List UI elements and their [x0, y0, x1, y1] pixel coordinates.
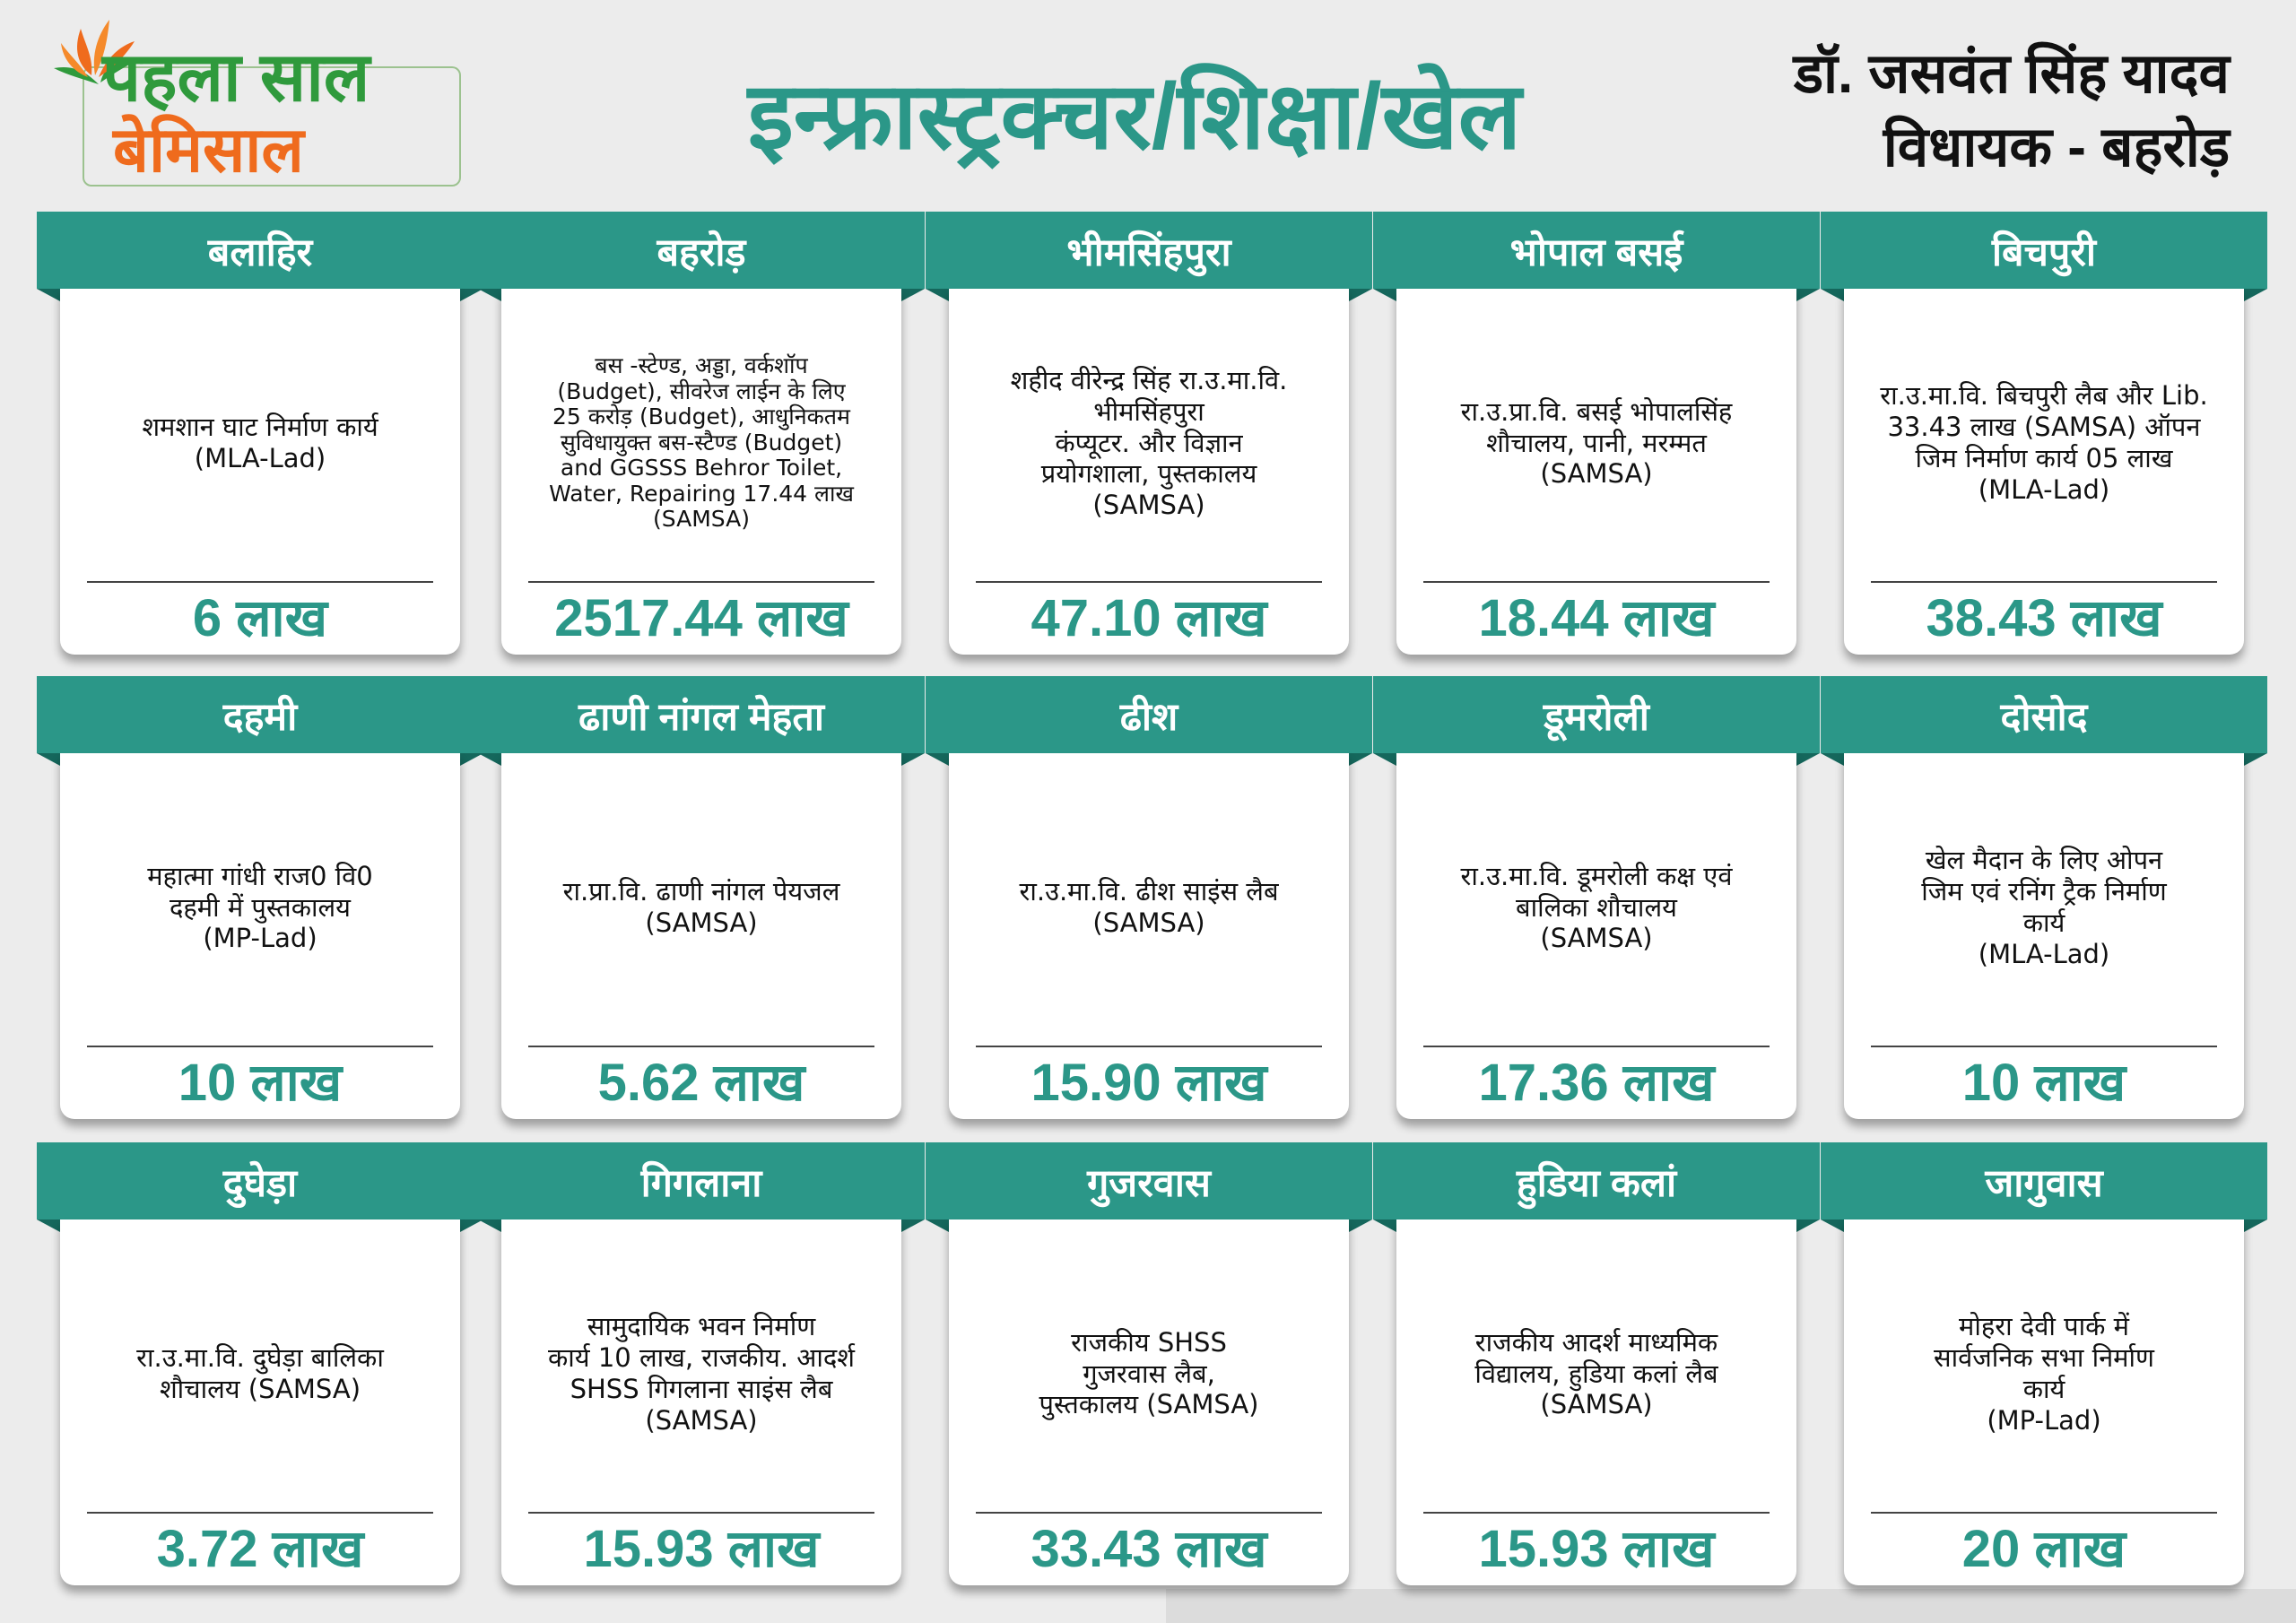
card-work: शमशान घाट निर्माण कार्य (MLA-Lad): [142, 412, 378, 473]
ribbon-fold-right: [2244, 1219, 2267, 1232]
card-work: राजकीय SHSS गुजरवास लैब, पुस्तकालय (SAMSA): [1039, 1326, 1259, 1420]
ribbon-fold-right: [1349, 753, 1372, 766]
card-work: मोहरा देवी पार्क में सार्वजनिक सभा निर्माण कार्य (MP-Lad): [1934, 1311, 2154, 1436]
mla-name: डॉ. जसवंत सिंह यादव: [1793, 43, 2230, 105]
card-amount: 3.72 लाख: [156, 1520, 364, 1578]
card-divider: [87, 1046, 433, 1047]
card-amount: 17.36 लाख: [1478, 1054, 1715, 1112]
project-card: [1373, 1142, 1820, 1585]
card-body: [60, 753, 460, 1119]
ribbon-fold-left: [926, 1219, 949, 1232]
mla-role: विधायक - बहरोड़: [1883, 117, 2230, 178]
card-village: डूमरोली: [1373, 676, 1820, 753]
ribbon-fold-left: [926, 753, 949, 766]
ribbon-fold-left: [1821, 289, 1844, 301]
card-body: [1396, 753, 1796, 1119]
card-body: [501, 1219, 901, 1585]
card-work: सामुदायिक भवन निर्माण कार्य 10 लाख, राजकीय. आदर्श SHSS गिगलाना साइंस लैब (SAMSA): [548, 1311, 855, 1436]
card-amount: 15.93 लाख: [1478, 1520, 1715, 1578]
ribbon-fold-left: [478, 1219, 501, 1232]
card-village: दहमी: [37, 676, 483, 753]
card-body: [60, 289, 460, 655]
ribbon-fold-right: [2244, 289, 2267, 301]
card-village: हुडिया कलां: [1373, 1142, 1820, 1219]
card-body: [60, 1219, 460, 1585]
card-divider: [976, 1512, 1322, 1514]
card-amount: 2517.44 लाख: [554, 589, 848, 647]
ribbon-fold-left: [1821, 753, 1844, 766]
card-work: राजकीय आदर्श माध्यमिक विद्यालय, हुडिया कलां लैब (SAMSA): [1474, 1326, 1718, 1420]
ribbon-fold-left: [478, 753, 501, 766]
project-card: [37, 1142, 483, 1585]
card-body: [1844, 1219, 2244, 1585]
card-body: [501, 289, 901, 655]
ribbon-fold-right: [1349, 1219, 1372, 1232]
card-village: बिचपुरी: [1821, 212, 2267, 289]
card-body: [949, 289, 1349, 655]
project-card: [926, 212, 1372, 655]
ribbon-fold-left: [1373, 289, 1396, 301]
card-divider: [1423, 1046, 1770, 1047]
card-divider: [1423, 1512, 1770, 1514]
card-amount: 38.43 लाख: [1926, 589, 2162, 647]
ribbon-fold-left: [37, 1219, 60, 1232]
card-village: ढीश: [926, 676, 1372, 753]
card-body: [1844, 753, 2244, 1119]
ribbon-fold-right: [1796, 1219, 1820, 1232]
card-amount: 33.43 लाख: [1031, 1520, 1267, 1578]
card-work: बस -स्टेण्ड, अड्डा, वर्कशॉप (Budget), सीवरेज लाईन के लिए 25 करोड़ (Budget), आधुनिकतम सुविधायुक्त बस-स्टैण्ड (Budget) and GGSSS Behror Toilet, Water, Repairing 17.44 लाख (SAMSA): [549, 352, 854, 533]
ribbon-fold-left: [1373, 753, 1396, 766]
card-body: [949, 1219, 1349, 1585]
card-village: जागुवास: [1821, 1142, 2267, 1219]
card-work: रा.उ.मा.वि. बिचपुरी लैब और Lib. 33.43 लाख (SAMSA) ऑपन जिम निर्माण कार्य 05 लाख (MLA-Lad): [1880, 380, 2208, 505]
card-work: रा.उ.प्रा.वि. बसई भोपालसिंह शौचालय, पानी, मरम्मत (SAMSA): [1460, 395, 1733, 490]
card-divider: [528, 1512, 874, 1514]
page-title: इन्फ्रास्ट्रक्चर/शिक्षा/खेल: [747, 65, 1522, 169]
ribbon-fold-right: [901, 753, 925, 766]
project-card: [1373, 676, 1820, 1119]
logo-title-line1: पहला साल: [102, 39, 370, 116]
logo-title-line2: बेमिसाल: [113, 115, 304, 185]
card-amount: 10 लाख: [178, 1054, 343, 1112]
ribbon-fold-left: [37, 289, 60, 301]
card-village: गिगलाना: [478, 1142, 925, 1219]
card-body: [1844, 289, 2244, 655]
card-amount: 47.10 लाख: [1031, 589, 1267, 647]
project-card: [1821, 212, 2267, 655]
card-work: महात्मा गांधी राज0 वि0 दहमी में पुस्तकालय (MP-Lad): [147, 860, 373, 954]
project-card: [478, 1142, 925, 1585]
project-card: [926, 1142, 1372, 1585]
card-amount: 5.62 लाख: [597, 1054, 805, 1112]
card-divider: [528, 581, 874, 583]
project-card: [1821, 676, 2267, 1119]
card-work: रा.उ.मा.वि. दुघेड़ा बालिका शौचालय (SAMSA): [136, 1342, 384, 1404]
project-card: [478, 676, 925, 1119]
card-divider: [976, 1046, 1322, 1047]
project-card: [1821, 1142, 2267, 1585]
ribbon-fold-right: [901, 289, 925, 301]
ribbon-fold-right: [1796, 289, 1820, 301]
ribbon-fold-right: [901, 1219, 925, 1232]
card-divider: [87, 581, 433, 583]
ribbon-fold-right: [2244, 753, 2267, 766]
card-divider: [528, 1046, 874, 1047]
project-card: [478, 212, 925, 655]
card-work: रा.उ.मा.वि. ढीश साइंस लैब (SAMSA): [1019, 876, 1279, 938]
card-work: रा.उ.मा.वि. डूमरोली कक्ष एवं बालिका शौचालय (SAMSA): [1460, 860, 1733, 954]
card-village: गुजरवास: [926, 1142, 1372, 1219]
card-amount: 20 लाख: [1961, 1520, 2126, 1578]
project-card: [926, 676, 1372, 1119]
card-amount: 6 लाख: [192, 589, 328, 647]
card-divider: [1871, 1046, 2217, 1047]
ribbon-fold-left: [926, 289, 949, 301]
ribbon-fold-right: [1349, 289, 1372, 301]
ribbon-fold-left: [1821, 1219, 1844, 1232]
card-body: [1396, 1219, 1796, 1585]
card-village: दोसोद: [1821, 676, 2267, 753]
card-divider: [1871, 1512, 2217, 1514]
card-body: [1396, 289, 1796, 655]
card-work: शहीद वीरेन्द्र सिंह रा.उ.मा.वि. भीमसिंहपुरा कंप्यूटर. और विज्ञान प्रयोगशाला, पुस्तकालय (SAMSA): [1010, 365, 1288, 521]
card-village: बलाहिर: [37, 212, 483, 289]
card-divider: [1423, 581, 1770, 583]
ribbon-fold-left: [1373, 1219, 1396, 1232]
project-card: [37, 676, 483, 1119]
ribbon-fold-left: [37, 753, 60, 766]
card-village: भीमसिंहपुरा: [926, 212, 1372, 289]
project-card: [37, 212, 483, 655]
card-village: बहरोड़: [478, 212, 925, 289]
ribbon-fold-right: [1796, 753, 1820, 766]
card-work: रा.प्रा.वि. ढाणी नांगल पेयजल (SAMSA): [562, 876, 840, 938]
card-amount: 18.44 लाख: [1478, 589, 1715, 647]
card-amount: 15.90 लाख: [1031, 1054, 1267, 1112]
card-village: ढाणी नांगल मेहता: [478, 676, 925, 753]
card-village: भोपाल बसई: [1373, 212, 1820, 289]
card-divider: [87, 1512, 433, 1514]
card-body: [949, 753, 1349, 1119]
card-body: [501, 753, 901, 1119]
card-amount: 10 लाख: [1961, 1054, 2126, 1112]
card-village: दुघेड़ा: [37, 1142, 483, 1219]
project-card: [1373, 212, 1820, 655]
ribbon-fold-left: [478, 289, 501, 301]
card-divider: [976, 581, 1322, 583]
card-work: खेल मैदान के लिए ओपन जिम एवं रनिंग ट्रैक निर्माण कार्य (MLA-Lad): [1921, 845, 2167, 969]
card-amount: 15.93 लाख: [583, 1520, 820, 1578]
card-divider: [1871, 581, 2217, 583]
